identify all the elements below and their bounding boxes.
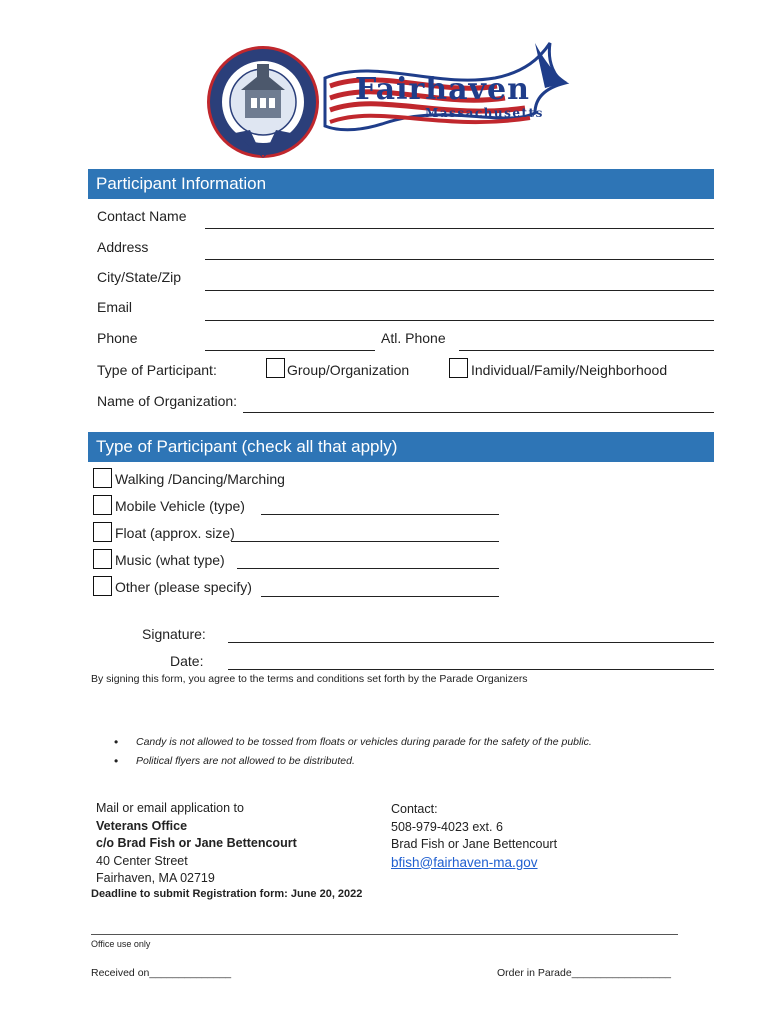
mail-intro: Mail or email application to <box>96 801 244 815</box>
order-in-parade-field: Order in Parade_________________ <box>497 967 671 979</box>
city-state-zip-label: City/State/Zip <box>97 269 182 285</box>
email-field[interactable] <box>205 320 714 321</box>
address-field[interactable] <box>205 259 714 260</box>
received-on-field: Received on______________ <box>91 967 232 979</box>
email-label: Email <box>97 299 133 315</box>
fairhaven-logo <box>205 38 585 166</box>
contact-label: Contact: <box>391 802 438 816</box>
group-organization-checkbox[interactable] <box>266 358 285 378</box>
mobile-vehicle-label: Mobile Vehicle (type) <box>115 498 245 514</box>
phone-label: Phone <box>97 330 138 346</box>
contact-phone: 508-979-4023 ext. 6 <box>391 819 503 834</box>
date-label: Date: <box>170 653 204 669</box>
deadline-text: Deadline to submit Registration form: June 20, 2022 <box>91 888 363 900</box>
other-checkbox[interactable] <box>93 576 112 596</box>
walking-checkbox[interactable] <box>93 468 112 488</box>
contact-block <box>391 801 557 871</box>
mail-office: Veterans Office <box>96 818 188 833</box>
individual-family-label: Individual/Family/Neighborhood <box>471 362 668 378</box>
individual-family-checkbox[interactable] <box>449 358 468 378</box>
contact-names: Brad Fish or Jane Bettencourt <box>391 837 558 851</box>
type-of-participant-label: Type of Participant: <box>97 362 217 378</box>
float-checkbox[interactable] <box>93 522 112 542</box>
rule-item-candy: • Candy is not allowed to be tossed from floats or vehicles during parade for the safety of the public. <box>112 734 592 753</box>
logo-brand-sub: Massachusetts <box>425 106 544 120</box>
music-field[interactable] <box>237 568 499 569</box>
organization-name-field[interactable] <box>243 412 714 413</box>
office-use-label: Office use only <box>91 939 151 949</box>
rule-item-flyers: • Political flyers are not allowed to be distributed. <box>112 753 592 772</box>
mail-attn: c/o Brad Fish or Jane Bettencourt <box>96 836 297 850</box>
city-state-zip-field[interactable] <box>205 290 714 291</box>
address-label: Address <box>97 239 149 255</box>
float-label: Float (approx. size) <box>115 525 235 541</box>
alt-phone-field[interactable] <box>459 350 714 351</box>
group-organization-label: Group/Organization <box>287 362 410 378</box>
float-field[interactable] <box>231 541 499 542</box>
rules-list <box>112 734 592 772</box>
participant-type-header: Type of Participant (check all that apply) <box>88 432 714 462</box>
music-checkbox[interactable] <box>93 549 112 569</box>
mail-city: Fairhaven, MA 02719 <box>96 871 215 885</box>
mail-address-block <box>96 800 297 888</box>
organization-name-label: Name of Organization: <box>97 393 238 409</box>
phone-field[interactable] <box>205 350 375 351</box>
signature-label: Signature: <box>142 626 206 642</box>
logo-brand-name: Fairhaven <box>355 72 530 107</box>
other-field[interactable] <box>261 596 499 597</box>
agreement-text: By signing this form, you agree to the terms and conditions set forth by the Parade Organizers <box>91 673 528 685</box>
mail-street: 40 Center Street <box>96 853 188 868</box>
mobile-vehicle-checkbox[interactable] <box>93 495 112 515</box>
walking-label: Walking /Dancing/Marching <box>115 471 285 487</box>
alt-phone-label: Atl. Phone <box>381 330 446 346</box>
participant-info-header: Participant Information <box>88 169 714 199</box>
contact-name-field[interactable] <box>205 228 714 229</box>
date-field[interactable] <box>228 669 714 670</box>
signature-field[interactable] <box>228 642 714 643</box>
office-use-divider <box>91 934 678 935</box>
contact-name-label: Contact Name <box>97 208 187 224</box>
other-label: Other (please specify) <box>115 579 252 595</box>
mobile-vehicle-field[interactable] <box>261 514 499 515</box>
music-label: Music (what type) <box>115 552 225 568</box>
contact-email-link[interactable]: bfish@fairhaven-ma.gov <box>391 854 538 870</box>
